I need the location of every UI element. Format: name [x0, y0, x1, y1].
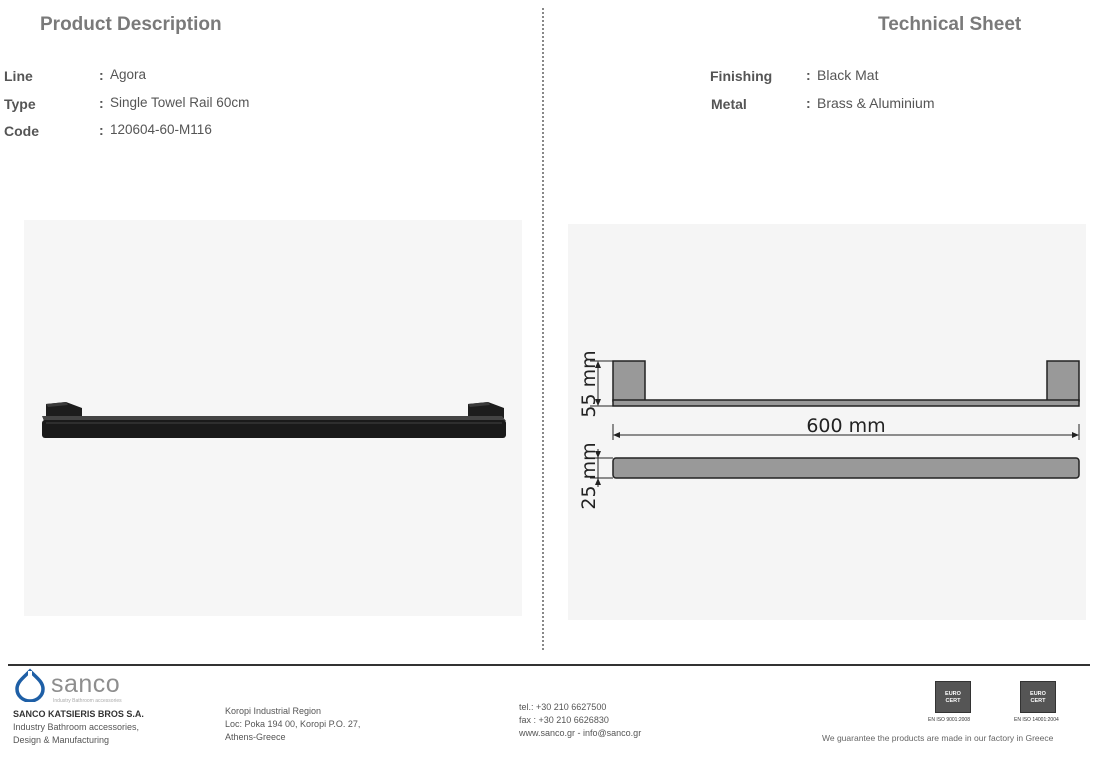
web-email-link[interactable]: www.sanco.gr - info@sanco.gr — [519, 728, 642, 738]
width-dimension-label: 600 mm — [806, 415, 886, 437]
cert-text: EURO — [945, 691, 961, 697]
company-description: Industry Bathroom accessories, — [13, 722, 140, 732]
company-name: SANCO KATSIERIS BROS S.A. — [13, 709, 144, 719]
spec-separator: : — [806, 67, 811, 83]
spec-value: Brass & Aluminium — [817, 95, 935, 111]
spec-label: Line — [4, 68, 33, 84]
spec-value: Agora — [110, 67, 147, 82]
address-line: Koropi Industrial Region — [225, 706, 322, 716]
guarantee-statement: We guarantee the products are made in our factory in Greece — [822, 733, 1054, 743]
dimension-drawing — [568, 224, 1086, 620]
footer-divider — [8, 664, 1090, 666]
spec-label: Finishing — [710, 68, 773, 84]
fax-number: fax : +30 210 6626830 — [519, 715, 609, 725]
drop-logo-icon — [13, 668, 47, 702]
depth-dimension-label: 25 mm — [578, 442, 600, 510]
product-description-heading: Product Description — [40, 14, 222, 35]
phone-number: tel.: +30 210 6627500 — [519, 702, 607, 712]
spec-value: 120604-60-M116 — [110, 122, 212, 137]
cert-text: CERT — [945, 698, 961, 704]
technical-drawing — [568, 224, 1086, 620]
sanco-logo — [13, 668, 143, 702]
spec-value: Black Mat — [817, 67, 879, 83]
brand-wordmark: sanco — [51, 670, 121, 698]
height-dimension-label: 55 mm — [578, 350, 600, 418]
technical-sheet-heading: Technical Sheet — [878, 14, 1022, 35]
address-block — [225, 705, 360, 744]
spec-separator: : — [99, 95, 104, 111]
iso9001-caption: EN ISO 9001:2008 — [928, 717, 970, 723]
spec-label: Metal — [711, 96, 747, 112]
company-description-2: Design & Manufacturing — [13, 735, 110, 745]
eurocert-iso9001-badge — [935, 681, 971, 713]
contact-block — [519, 701, 641, 740]
iso14001-caption: EN ISO 14001:2004 — [1014, 717, 1059, 723]
cert-text: CERT — [1030, 698, 1046, 704]
company-block — [13, 708, 144, 747]
spec-value: Single Towel Rail 60cm — [110, 95, 250, 110]
spec-label: Code — [4, 123, 39, 139]
spec-separator: : — [806, 95, 811, 111]
cert-text: EURO — [1030, 691, 1046, 697]
towel-rail-image — [24, 220, 522, 616]
spec-label: Type — [4, 96, 36, 112]
brand-tagline: Industry Bathroom accessories — [53, 698, 122, 704]
eurocert-iso14001-badge — [1020, 681, 1056, 713]
spec-separator: : — [99, 67, 104, 83]
spec-separator: : — [99, 122, 104, 138]
address-line: Loc: Poka 194 00, Koropi P.O. 27, — [225, 719, 361, 729]
column-divider — [542, 8, 544, 650]
product-photo — [24, 220, 522, 616]
address-line: Athens-Greece — [225, 732, 286, 742]
